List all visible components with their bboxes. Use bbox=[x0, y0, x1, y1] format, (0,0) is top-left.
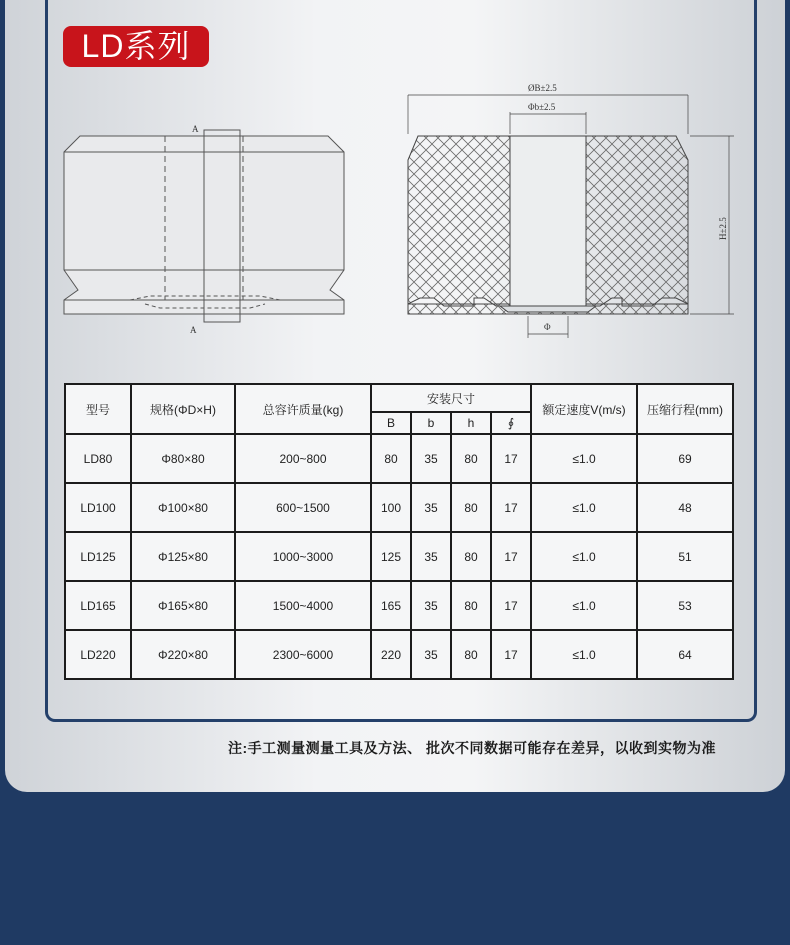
cell-stroke: 51 bbox=[637, 532, 733, 581]
cell-load: 600~1500 bbox=[235, 483, 371, 532]
cell-model: LD125 bbox=[65, 532, 131, 581]
dim-bottom-diameter: Φ bbox=[544, 322, 551, 332]
cell-speed: ≤1.0 bbox=[531, 483, 637, 532]
dim-inner-diameter: Φb±2.5 bbox=[528, 102, 556, 112]
dim-outer-diameter: ØB±2.5 bbox=[528, 83, 557, 93]
spec-table bbox=[64, 383, 734, 680]
subheader-f: ∮ bbox=[491, 412, 531, 434]
cell-b: 35 bbox=[411, 434, 451, 483]
table-row bbox=[65, 434, 733, 483]
technical-drawing bbox=[0, 0, 790, 380]
header-model: 型号 bbox=[65, 384, 131, 434]
section-view-drawing bbox=[408, 95, 734, 338]
cell-speed: ≤1.0 bbox=[531, 581, 637, 630]
subheader-h: h bbox=[451, 412, 491, 434]
cell-h: 80 bbox=[451, 434, 491, 483]
cell-B: 165 bbox=[371, 581, 411, 630]
cell-h: 80 bbox=[451, 630, 491, 679]
series-title: LD系列 bbox=[63, 26, 209, 67]
cell-b: 35 bbox=[411, 483, 451, 532]
measurement-note: 注:手工测量测量工具及方法、 批次不同数据可能存在差异，以收到实物为准 bbox=[228, 740, 717, 756]
subheader-B: B bbox=[371, 412, 411, 434]
cell-speed: ≤1.0 bbox=[531, 532, 637, 581]
cell-stroke: 48 bbox=[637, 483, 733, 532]
cell-speed: ≤1.0 bbox=[531, 434, 637, 483]
header-spec: 规格(ΦD×H) bbox=[131, 384, 235, 434]
cell-speed: ≤1.0 bbox=[531, 630, 637, 679]
dim-height: H±2.5 bbox=[718, 217, 728, 240]
cell-load: 200~800 bbox=[235, 434, 371, 483]
cell-f: 17 bbox=[491, 434, 531, 483]
subheader-b: b bbox=[411, 412, 451, 434]
cell-f: 17 bbox=[491, 532, 531, 581]
cell-b: 35 bbox=[411, 581, 451, 630]
cell-model: LD165 bbox=[65, 581, 131, 630]
cell-load: 1000~3000 bbox=[235, 532, 371, 581]
cell-model: LD100 bbox=[65, 483, 131, 532]
cell-spec: Φ80×80 bbox=[131, 434, 235, 483]
cell-f: 17 bbox=[491, 581, 531, 630]
cell-stroke: 53 bbox=[637, 581, 733, 630]
table-row bbox=[65, 532, 733, 581]
cell-f: 17 bbox=[491, 483, 531, 532]
cell-B: 100 bbox=[371, 483, 411, 532]
cell-B: 80 bbox=[371, 434, 411, 483]
cell-stroke: 64 bbox=[637, 630, 733, 679]
cell-load: 1500~4000 bbox=[235, 581, 371, 630]
cell-B: 220 bbox=[371, 630, 411, 679]
table-row bbox=[65, 483, 733, 532]
cell-B: 125 bbox=[371, 532, 411, 581]
cell-b: 35 bbox=[411, 532, 451, 581]
cell-h: 80 bbox=[451, 532, 491, 581]
cell-spec: Φ165×80 bbox=[131, 581, 235, 630]
cell-b: 35 bbox=[411, 630, 451, 679]
table-row bbox=[65, 630, 733, 679]
header-load: 总容许质量(kg) bbox=[235, 384, 371, 434]
cell-stroke: 69 bbox=[637, 434, 733, 483]
section-label-top: A bbox=[192, 124, 199, 134]
cell-model: LD80 bbox=[65, 434, 131, 483]
header-speed: 额定速度V(m/s) bbox=[531, 384, 637, 434]
header-install: 安装尺寸 bbox=[371, 384, 531, 412]
cell-load: 2300~6000 bbox=[235, 630, 371, 679]
cell-h: 80 bbox=[451, 581, 491, 630]
front-view-drawing bbox=[64, 130, 344, 322]
table-row bbox=[65, 581, 733, 630]
cell-spec: Φ125×80 bbox=[131, 532, 235, 581]
header-stroke: 压缩行程(mm) bbox=[637, 384, 733, 434]
cell-h: 80 bbox=[451, 483, 491, 532]
cell-f: 17 bbox=[491, 630, 531, 679]
cell-spec: Φ100×80 bbox=[131, 483, 235, 532]
cell-spec: Φ220×80 bbox=[131, 630, 235, 679]
cell-model: LD220 bbox=[65, 630, 131, 679]
section-label-bottom: A bbox=[190, 325, 197, 335]
